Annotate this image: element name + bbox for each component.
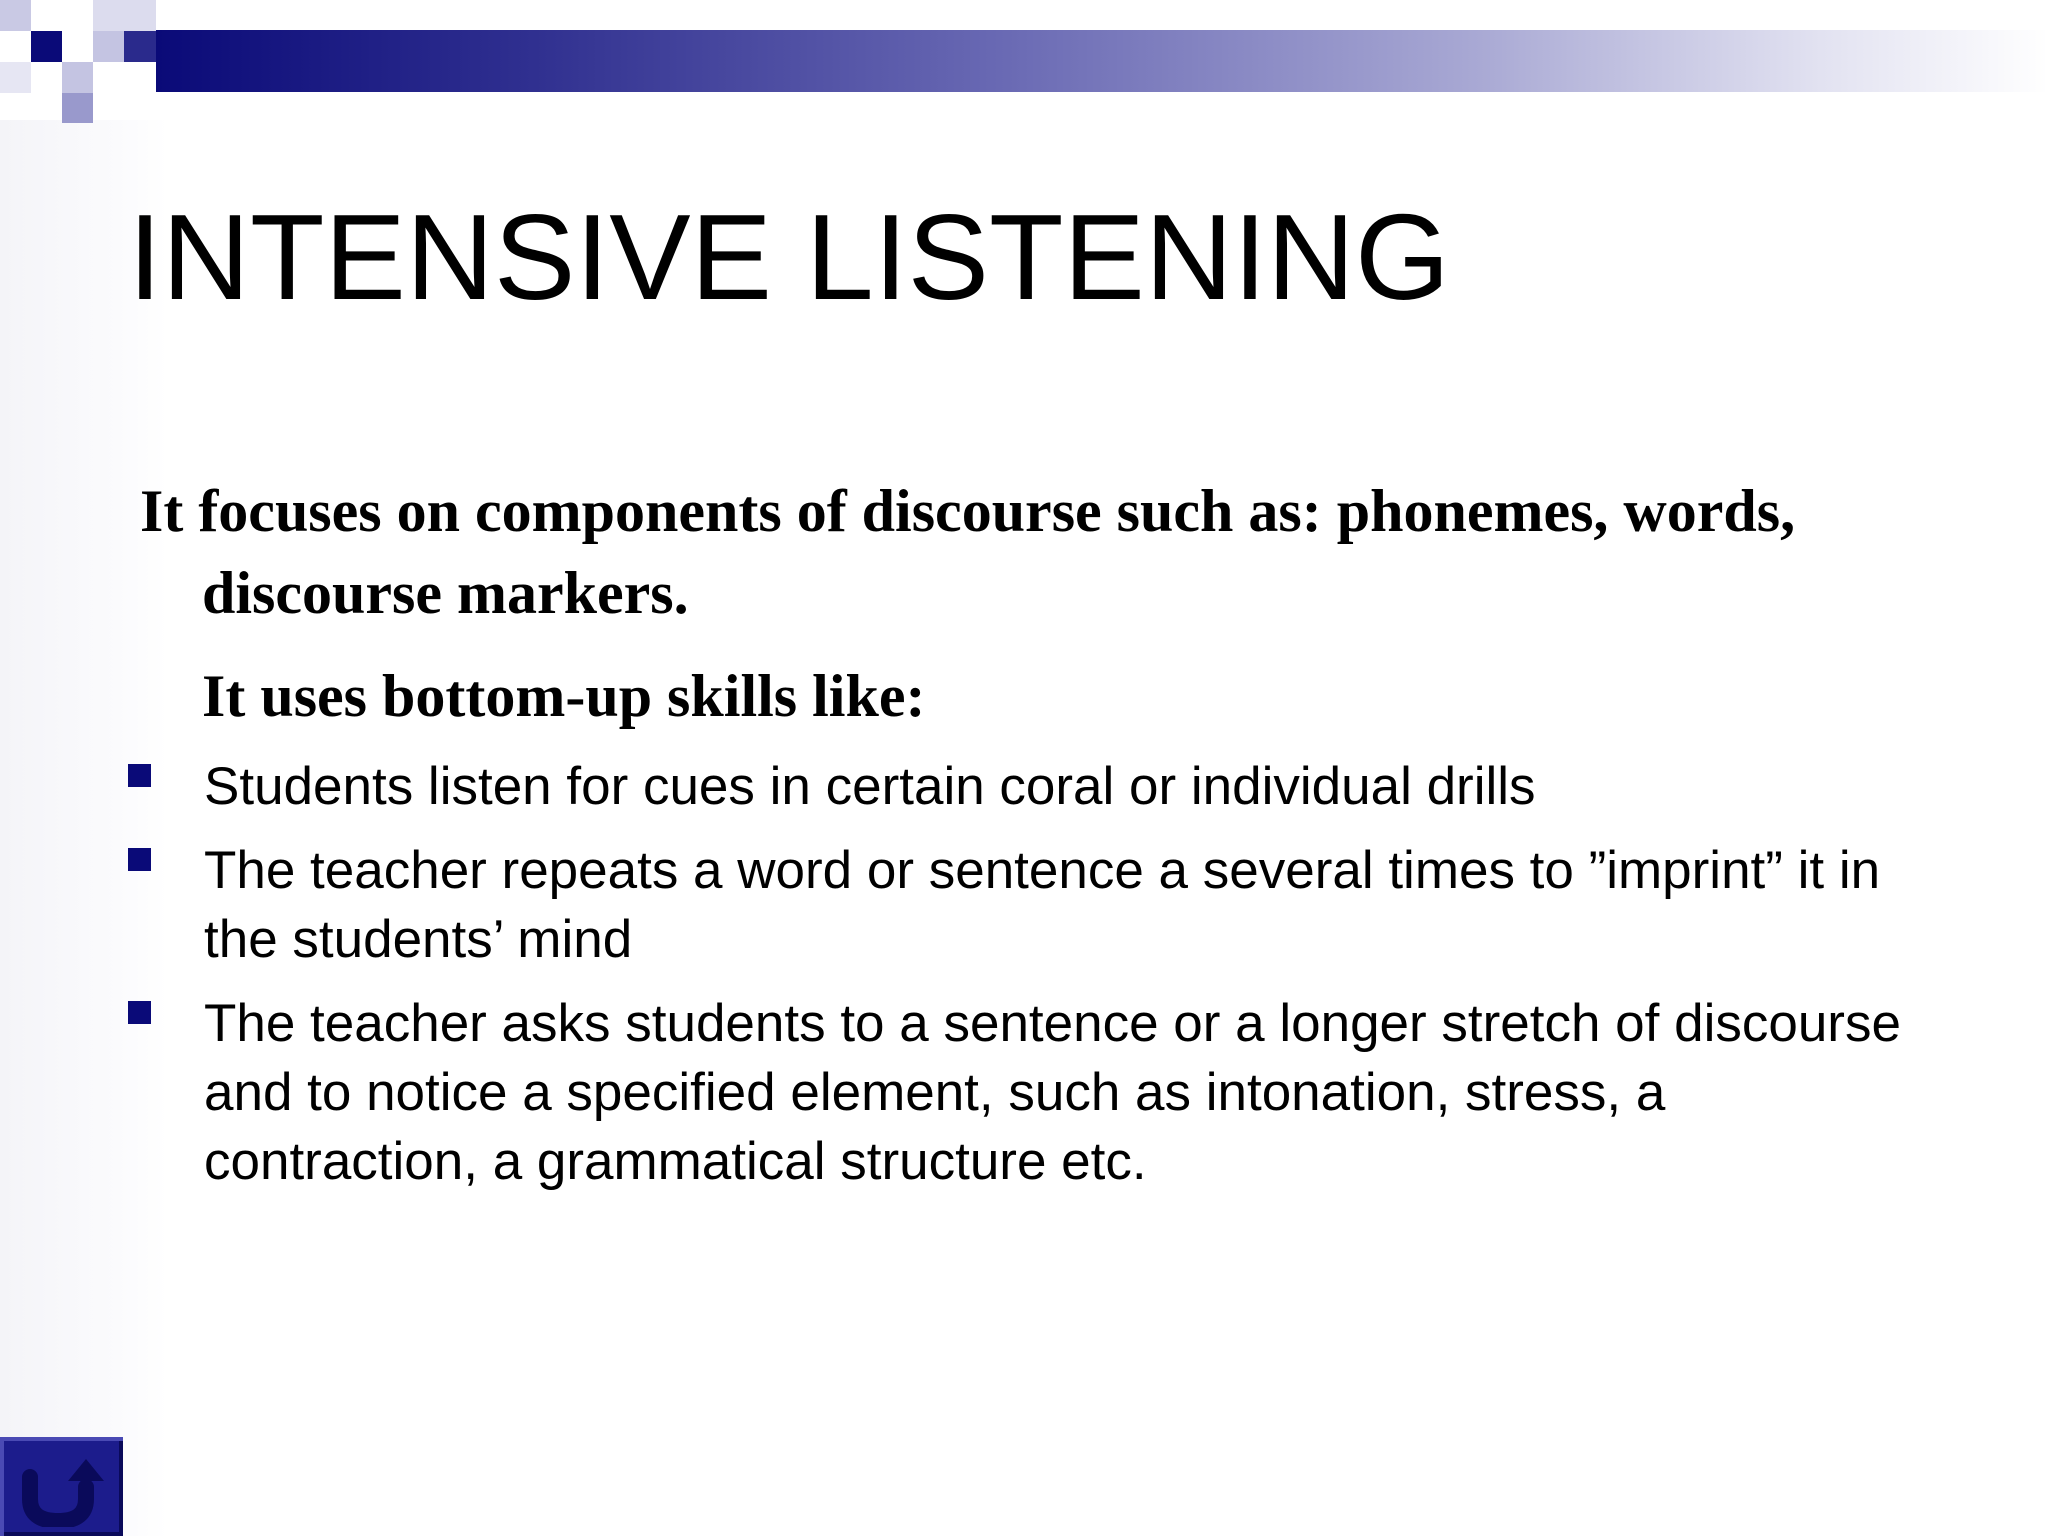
intro-text-2: It uses bottom-up skills like:	[202, 663, 926, 729]
bullet-item	[128, 752, 1948, 821]
return-button[interactable]	[0, 1437, 123, 1536]
return-arrow-icon	[18, 1447, 106, 1527]
bullet-text: The teacher repeats a word or sentence a several times to ”imprint” it in the students’ mind	[204, 841, 1881, 969]
decor-square	[124, 31, 156, 62]
bullet-text: Students listen for cues in certain coral or individual drills	[204, 757, 1536, 816]
bullet-item	[128, 989, 1948, 1196]
square-bullet-icon	[128, 764, 151, 787]
decor-square	[0, 62, 31, 93]
slide-title: INTENSIVE LISTENING	[128, 189, 1450, 325]
decor-square	[31, 0, 62, 31]
decor-square	[62, 31, 93, 62]
decor-square	[0, 0, 31, 31]
bullet-text: The teacher asks students to a sentence or a longer stretch of discourse and to notice a specified element, such as intonation, stress, a contraction, a grammatical structure etc.	[204, 994, 1901, 1191]
bullet-list	[128, 752, 1948, 1211]
intro-text: It focuses on components of discourse such as: phonemes, words, discourse markers.	[140, 478, 1796, 626]
decor-square	[93, 0, 156, 31]
decor-square	[93, 31, 124, 62]
decor-square	[31, 31, 62, 62]
top-gradient-bar	[156, 30, 2048, 92]
decor-square	[62, 62, 93, 93]
bullet-item	[128, 836, 1948, 974]
square-bullet-icon	[128, 848, 151, 871]
decor-square	[93, 62, 124, 93]
decor-square	[62, 93, 93, 123]
square-bullet-icon	[128, 1001, 151, 1024]
